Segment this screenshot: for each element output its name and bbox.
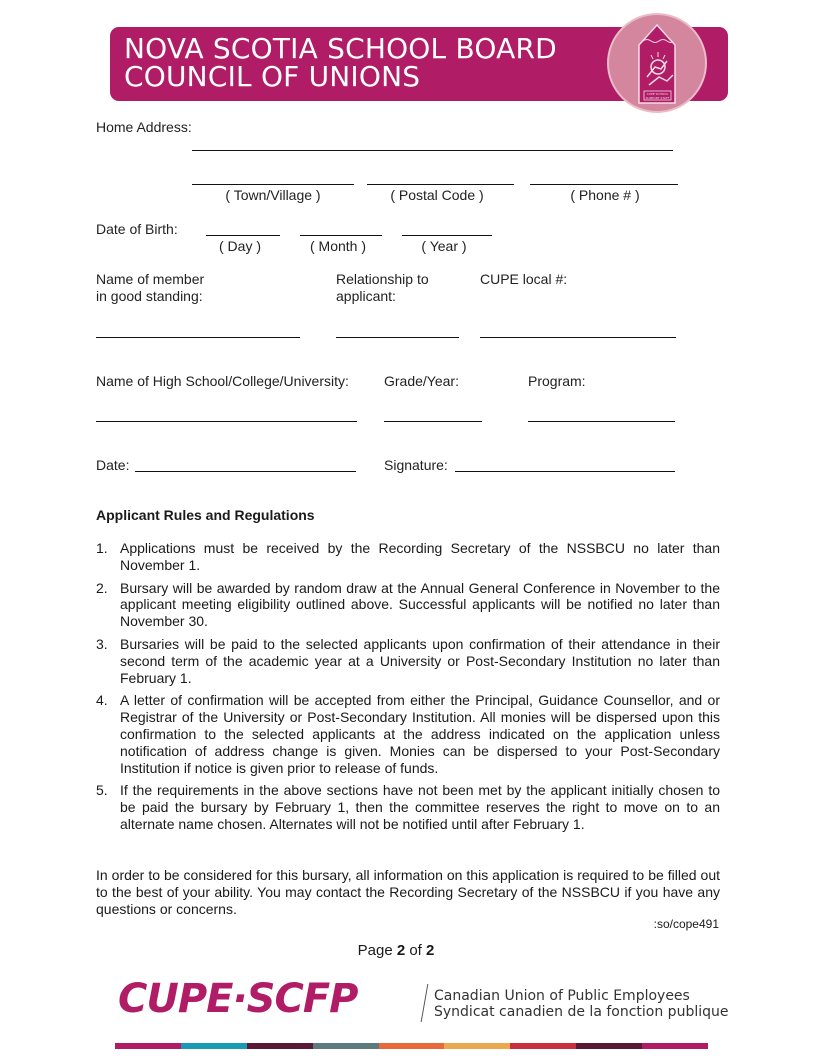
color-segment	[247, 1043, 313, 1049]
rule-item	[96, 636, 720, 686]
phone-caption: ( Phone # )	[570, 187, 640, 203]
grade-label: Grade/Year:	[384, 373, 459, 389]
color-segment	[576, 1043, 642, 1049]
grade-line[interactable]	[384, 421, 482, 422]
cupe-tagline	[434, 988, 728, 1020]
cupe-local-label: CUPE local #:	[480, 271, 568, 287]
footer-color-bar	[115, 1043, 708, 1049]
school-line[interactable]	[96, 421, 357, 422]
page-prefix: Page	[357, 942, 397, 959]
year-caption: ( Year )	[421, 238, 467, 254]
dob-year-line[interactable]	[402, 235, 492, 236]
town-caption: ( Town/Village )	[225, 187, 321, 203]
page-mid: of	[405, 942, 427, 959]
rules-title: Applicant Rules and Regulations	[96, 507, 315, 523]
rule-text: Bursary will be awarded by random draw at the Annual General Conference in November to the applicant meeting eligibility outlined above. Successful applicants will be notified no later than November 30.	[120, 579, 720, 630]
signature-line[interactable]	[455, 471, 675, 472]
rules-list	[96, 540, 720, 839]
page-current: 2	[396, 942, 406, 959]
signature-label: Signature:	[384, 457, 448, 473]
rule-text: Applications must be received by the Recording Secretary of the NSSBCU no later than November 1.	[120, 540, 720, 573]
postal-code-caption: ( Postal Code )	[390, 187, 484, 203]
cupe-tagline-en: Canadian Union of Public Employees	[434, 988, 690, 1004]
program-line[interactable]	[528, 421, 675, 422]
color-segment	[379, 1043, 445, 1049]
phone-line[interactable]	[530, 184, 678, 185]
rule-item	[96, 540, 720, 574]
dob-month-line[interactable]	[300, 235, 382, 236]
rule-number: 3.	[96, 635, 108, 652]
school-label: Name of High School/College/University:	[96, 373, 349, 389]
postal-code-line[interactable]	[367, 184, 514, 185]
color-segment	[181, 1043, 247, 1049]
rule-number: 2.	[96, 579, 108, 596]
rule-number: 4.	[96, 692, 108, 709]
home-address-label: Home Address:	[96, 119, 192, 135]
relationship-label	[336, 271, 429, 305]
member-label-line2: in good standing:	[96, 288, 203, 304]
relationship-line[interactable]	[336, 337, 459, 338]
svg-text:SUPPORT STAFF: SUPPORT STAFF	[645, 96, 670, 100]
handshake-house-icon	[609, 15, 705, 111]
closing-paragraph: In order to be considered for this bursary, all information on this application is required to be filled out to the best of your ability. You may contact the Recording Secretary of the NSSBCU if you have any questions or concerns.	[96, 867, 720, 917]
town-line[interactable]	[192, 184, 354, 185]
home-address-line[interactable]	[192, 150, 673, 151]
org-title-line2: COUNCIL OF UNIONS	[124, 60, 421, 93]
page-number	[0, 942, 792, 959]
cupe-local-line[interactable]	[480, 337, 676, 338]
relationship-label-line2: applicant:	[336, 288, 396, 304]
color-segment	[510, 1043, 576, 1049]
date-label: Date:	[96, 457, 130, 473]
month-caption: ( Month )	[309, 238, 366, 254]
color-segment	[313, 1043, 379, 1049]
rule-text: A letter of confirmation will be accepted from either the Principal, Guidance Counsellor, and or Registrar of the University or Post-Secondary Institution. All monies will be dispersed upon this confirmation to the selected applicants at the address indicated on the application unless notification of address change is given. Monies can be dispersed to your Post-Secondary Institution if notice is given prior to release of funds.	[120, 692, 720, 776]
document-reference: :so/cope491	[653, 917, 719, 931]
page-total: 2	[426, 942, 435, 959]
school-support-logo	[607, 13, 707, 113]
member-name-label	[96, 271, 204, 305]
org-title	[124, 32, 557, 93]
rule-text: Bursaries will be paid to the selected applicants upon confirmation of their attendance in their second term of the academic year at a University or Post-Secondary Institution no later than February 1.	[120, 635, 720, 686]
dob-day-line[interactable]	[206, 235, 280, 236]
color-segment	[115, 1043, 181, 1049]
rule-number: 1.	[96, 540, 108, 556]
logo-divider	[421, 984, 429, 1022]
day-caption: ( Day )	[219, 238, 261, 254]
rule-text: If the requirements in the above sections have not been met by the applicant initially chosen to be paid the bursary by February 1, then the committee reserves the right to move on to an alternate name chosen. Alternates will not be notified until after February 1.	[120, 782, 720, 832]
color-segment	[444, 1043, 510, 1049]
color-segment	[642, 1043, 708, 1049]
cupe-tagline-fr: Syndicat canadien de la fonction publique	[434, 1004, 729, 1020]
rule-item	[96, 580, 720, 630]
rule-item	[96, 692, 720, 776]
org-title-line1: NOVA SCOTIA SCHOOL BOARD	[124, 32, 557, 65]
relationship-label-line1: Relationship to	[336, 271, 429, 287]
dob-label: Date of Birth:	[96, 221, 178, 237]
member-name-line[interactable]	[96, 337, 300, 338]
cupe-scfp-logo: CUPE·SCFP	[118, 976, 358, 1022]
date-line[interactable]	[135, 471, 356, 472]
rule-item	[96, 782, 720, 832]
svg-text:CUPE SCHOOL: CUPE SCHOOL	[646, 92, 669, 96]
member-label-line1: Name of member	[96, 271, 205, 287]
program-label: Program:	[528, 373, 586, 389]
rule-number: 5.	[96, 782, 108, 799]
